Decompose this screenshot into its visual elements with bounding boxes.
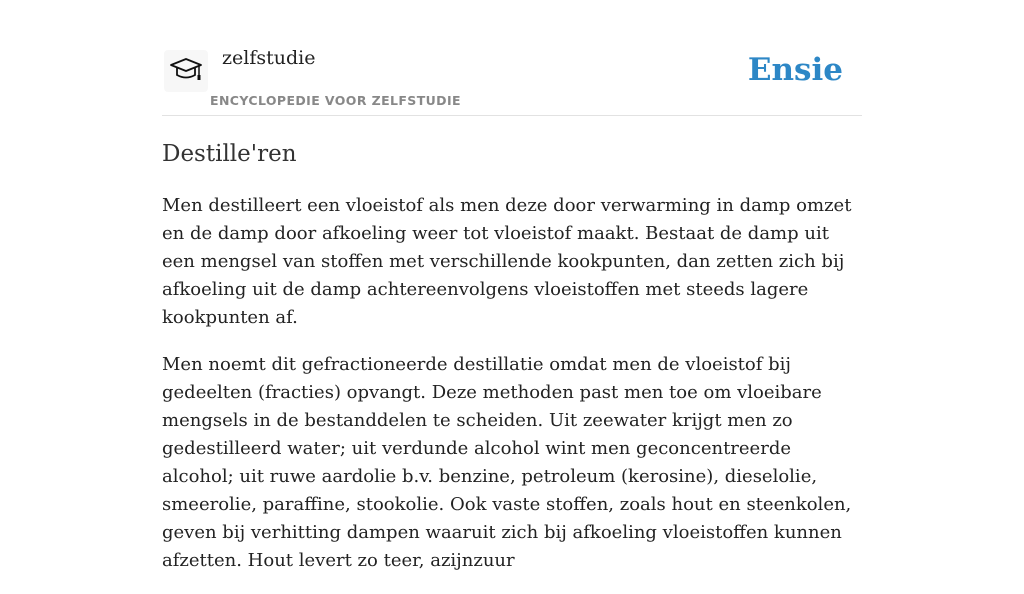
article-body (162, 192, 862, 594)
logo[interactable] (164, 50, 208, 92)
content-container (162, 0, 862, 571)
site-header (162, 0, 862, 116)
brand-logo-link[interactable]: Ensie (747, 52, 843, 88)
site-name[interactable]: zelfstudie (222, 47, 316, 69)
article-paragraph: Men noemt dit gefractioneerde destillatie omdat men de vloeistof bij gedeelten (fracties) opvangt. Deze methoden past men toe om vloeibare mengsels in de bestanddelen te scheiden. Uit zeewater krijgt men zo gedestilleerd water; uit verdunde alcohol wint men geconcentreerde alcohol; uit ruwe aardolie b.v. benzine, petroleum (kerosine), dieselolie, smeerolie, paraffine, stookolie. Ook vaste stoffen, zoals hout en steenkolen, geven bij verhitting dampen waaruit zich bij afkoeling vloeistoffen kunnen afzetten. Hout levert zo teer, azijnzuur (162, 354, 852, 571)
article-paragraph: Men destilleert een vloeistof als men deze door verwarming in damp omzet en de damp door afkoeling weer tot vloeistof maakt. Bestaat de damp uit een mengsel van stoffen met verschillende kookpunten, dan zetten zich bij afkoeling uit de damp achtereenvolgens vloeistoffen met steeds lagere kookpunten af. (162, 195, 852, 328)
page-title: Destille'ren (162, 141, 297, 167)
site-tagline: ENCYCLOPEDIE VOOR ZELFSTUDIE (210, 93, 461, 108)
